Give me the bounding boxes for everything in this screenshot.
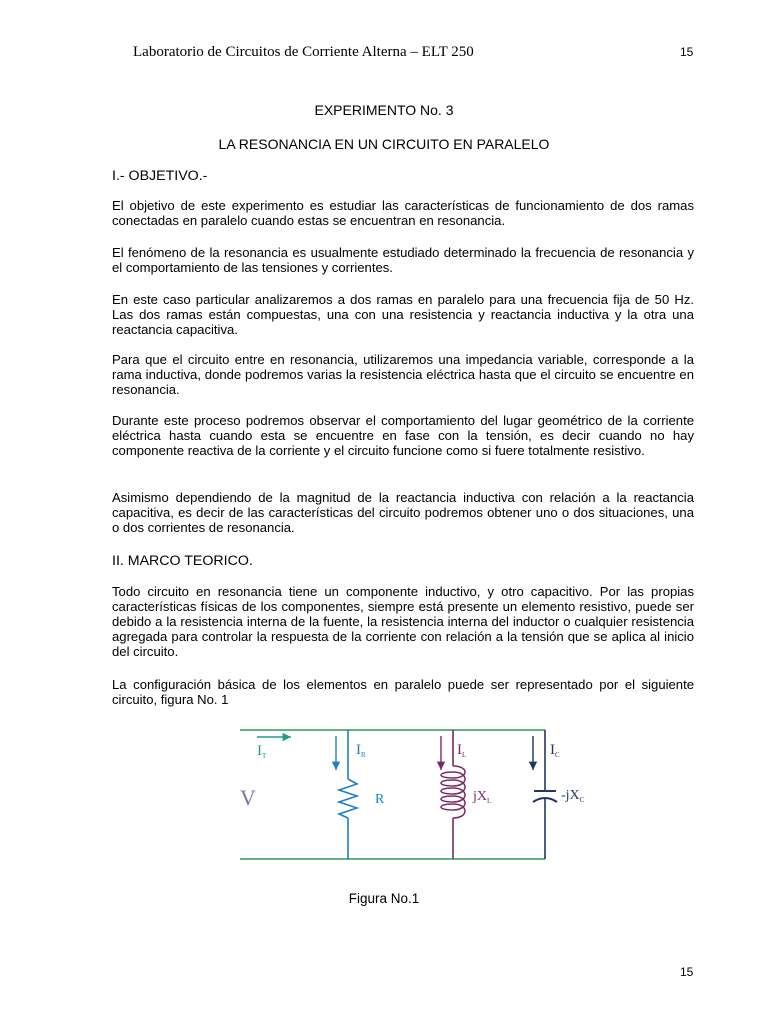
capacitor-current-sub: C: [555, 751, 560, 759]
paragraph-caso-particular: En este caso particular analizaremos a dos ramas en paralelo para una frecuencia fija de 50 Hz. Las dos ramas están compuestas, una con una resistencia y reactancia inductiva y la otra una reactancia capacitiva.: [112, 292, 694, 337]
resistor-symbol: [339, 779, 357, 818]
capacitor-label: [561, 788, 585, 804]
figure-caption: Figura No.1: [348, 891, 420, 906]
header-title: Laboratorio de Circuitos de Corriente Alterna – ELT 250: [133, 44, 474, 60]
inductor-coil: [441, 766, 465, 818]
paragraph-proceso: Durante este proceso podremos observar el comportamiento del lugar geométrico de la corriente eléctrica hasta cuando esta se encuentre en fase con la tensión, es decir cuando no hay componente reactiva de la corriente y el circuito funcione como si fuere totalmente resistivo.: [112, 413, 694, 458]
capacitor-label-sub: C: [579, 796, 585, 804]
paragraph-asimismo: Asimismo dependiendo de la magnitud de la reactancia inductiva con relación a la reactancia capacitiva, es decir de las características del circuito podremos obtener uno o dos situaciones, una o dos corrientes de resonancia.: [112, 490, 694, 535]
capacitor-label-main: -jX: [561, 788, 580, 803]
voltage-label: V: [240, 785, 256, 810]
paragraph-configuracion: La configuración básica de los elementos en paralelo puede ser representado por el siguiente circuito, figura No. 1: [112, 677, 694, 707]
inductor-label: [472, 789, 491, 805]
header-page-number: 15: [680, 45, 694, 59]
inductor-label-main: jX: [473, 789, 487, 804]
capacitor-current-main: I: [550, 742, 555, 758]
resistor-current-main: I: [356, 742, 361, 758]
paragraph-impedancia-variable: Para que el circuito entre en resonancia, utilizaremos una impedancia variable, corresponde a la rama inductiva, donde podremos varias la resistencia eléctrica hasta que el circuito se encuentre en resonancia.: [112, 352, 694, 397]
total-current-main: I: [257, 743, 262, 759]
paragraph-fenomeno: El fenómeno de la resonancia es usualmente estudiado determinado la frecuencia de resonancia y el comportamiento de las tensiones y corrientes.: [112, 245, 694, 275]
section-heading-marco-teorico: II. MARCO TEORICO.: [112, 553, 253, 569]
inductor-current-sub: L: [462, 751, 467, 759]
total-current-sub: T: [262, 752, 267, 760]
section-heading-objetivo: I.- OBJETIVO.-: [112, 168, 208, 184]
experiment-title: EXPERIMENTO No. 3: [314, 102, 454, 118]
resistor-label: R: [375, 792, 385, 807]
inductor-label-sub: L: [487, 797, 492, 805]
parallel-circuit-diagram: [225, 722, 585, 867]
paragraph-objetivo: El objetivo de este experimento es estudiar las características de funcionamiento de dos ramas conectadas en paralelo cuando estas se encuentran en resonancia.: [112, 198, 694, 228]
resistor-current-sub: R: [361, 751, 366, 759]
footer-page-number: 15: [680, 965, 694, 979]
capacitor-current-label: [550, 742, 560, 759]
inductor-current-main: I: [457, 742, 462, 758]
inductor-current-label: [457, 742, 466, 759]
resistor-current-label: [356, 742, 366, 759]
total-current-label: [257, 743, 267, 760]
paragraph-marco-teorico: Todo circuito en resonancia tiene un componente inductivo, y otro capacitivo. Por las propias características físicas de los componentes, siempre está presente un elemento resistivo, puede ser debido a la resistencia interna de la fuente, la resistencia interna del inductor o cualquier resistencia agregada para controlar la respuesta de la corriente con relación a la tensión que se aplica al inicio del circuito.: [112, 584, 694, 659]
experiment-subtitle: LA RESONANCIA EN UN CIRCUITO EN PARALELO: [218, 136, 550, 152]
